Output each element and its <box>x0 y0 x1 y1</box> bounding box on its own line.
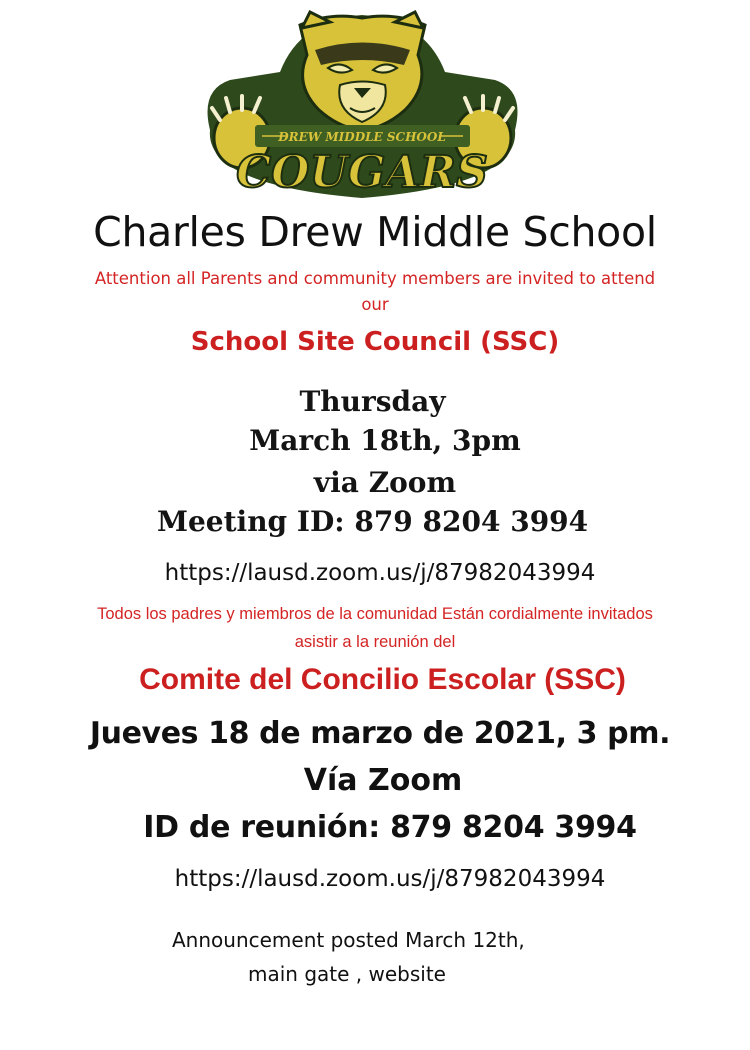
spanish-zoom-link[interactable]: https://lausd.zoom.us/j/87982043994 <box>174 866 606 892</box>
spanish-invitation-line-2: asistir a la reunión del <box>294 633 456 651</box>
english-meeting-id: Meeting ID: 879 8204 3994 <box>157 505 589 538</box>
announcement-posted-line-2: main gate , website <box>248 962 446 986</box>
spanish-invitation-line-1: Todos los padres y miembros de la comunidad Están cordialmente invitados <box>97 605 653 623</box>
english-meeting-date: March 18th, 3pm <box>249 424 521 457</box>
cougar-mascot-icon <box>190 10 535 200</box>
spanish-meeting-venue: Vía Zoom <box>303 763 463 798</box>
english-meeting-venue: via Zoom <box>313 466 457 499</box>
school-name: Charles Drew Middle School <box>93 208 657 256</box>
announcement-posted-line-1: Announcement posted March 12th, <box>172 928 525 952</box>
spanish-council-title: Comite del Concilio Escolar (SSC) <box>139 663 626 696</box>
logo-wordmark: COUGARS <box>236 147 488 198</box>
english-council-title: School Site Council (SSC) <box>190 327 560 357</box>
cougars-logo <box>190 10 535 200</box>
logo-banner-text: DREW MIDDLE SCHOOL <box>278 130 446 144</box>
spanish-invitation-text <box>0 600 750 656</box>
spanish-meeting-date: Jueves 18 de marzo de 2021, 3 pm. <box>89 716 671 751</box>
english-zoom-link[interactable]: https://lausd.zoom.us/j/87982043994 <box>164 560 596 586</box>
english-meeting-day: Thursday <box>299 385 446 418</box>
english-invitation-text: Attention all Parents and community members are invited to attend our <box>94 269 656 314</box>
spanish-meeting-id: ID de reunión: 879 8204 3994 <box>143 810 637 845</box>
